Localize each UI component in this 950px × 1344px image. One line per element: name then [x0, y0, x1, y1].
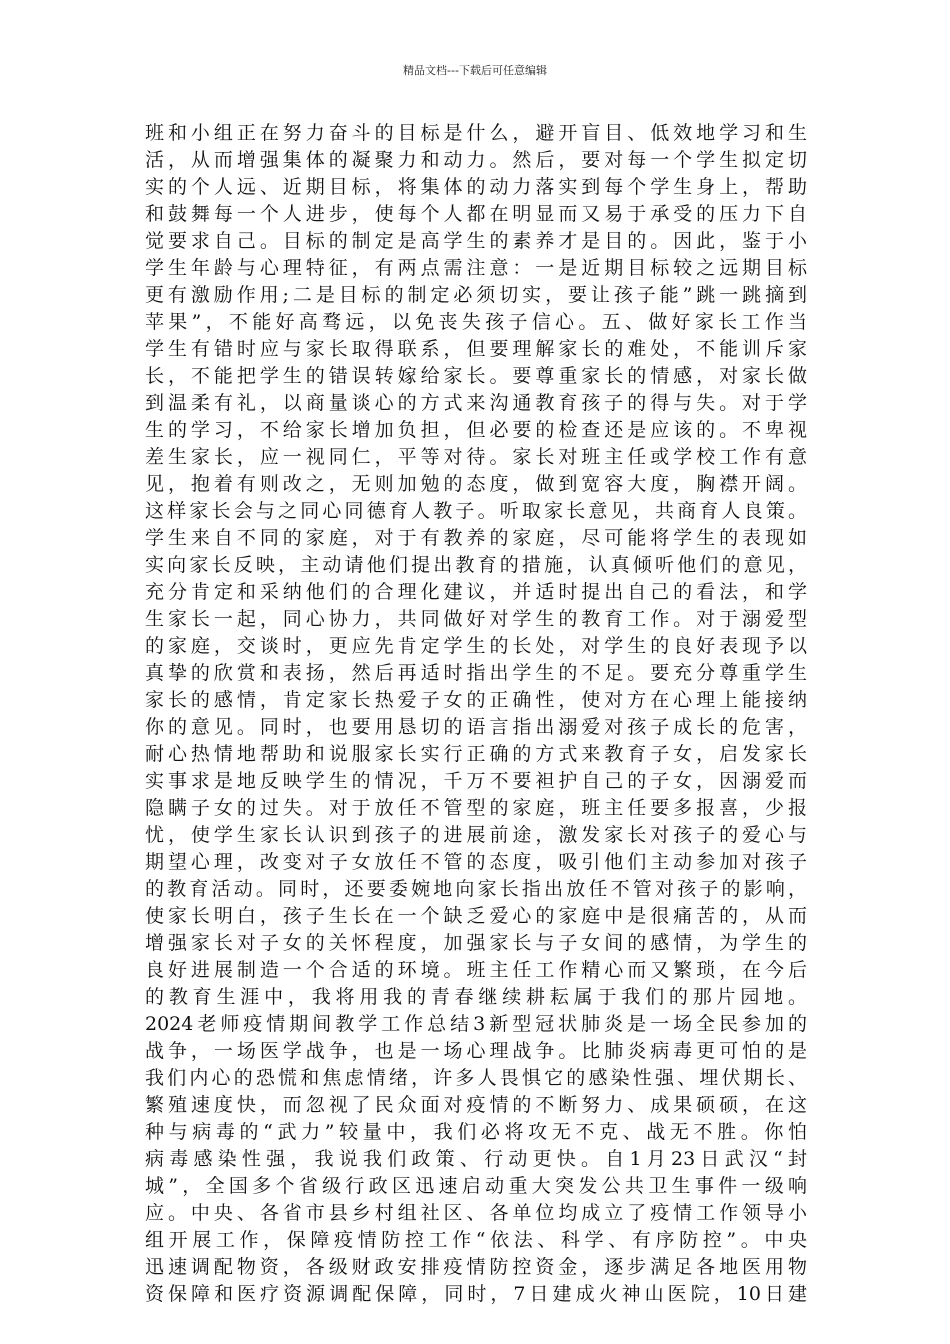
- text-line: 病毒感染性强，我说我们政策、行动更快。自1月23日武汉“封: [145, 1148, 807, 1170]
- text-line: 到温柔有礼，以商量谈心的方式来沟通教育孩子的得与失。对于学: [145, 392, 807, 414]
- text-line: 使家长明白，孩子生长在一个缺乏爱心的家庭中是很痛苦的，从而: [145, 905, 807, 927]
- text-line: 你的意见。同时，也要用恳切的语言指出溺爱对孩子成长的危害，: [145, 716, 807, 738]
- text-line: 良好进展制造一个合适的环境。班主任工作精心而又繁琐，在今后: [145, 959, 807, 981]
- text-line: 学生有错时应与家长取得联系，但要理解家长的难处，不能训斥家: [145, 338, 807, 360]
- text-line: 真挚的欣赏和表扬，然后再适时指出学生的不足。要充分尊重学生: [145, 662, 807, 684]
- text-line: 繁殖速度快，而忽视了民众面对疫情的不断努力、成果硕硕，在这: [145, 1094, 807, 1116]
- text-line: 这样家长会与之同心同德育人教子。听取家长意见，共商育人良策。: [145, 500, 807, 522]
- text-line: 期望心理，改变对子女放任不管的态度，吸引他们主动参加对孩子: [145, 851, 807, 873]
- text-line: 战争，一场医学战争，也是一场心理战争。比肺炎病毒更可怕的是: [145, 1040, 807, 1062]
- text-line: 应。中央、各省市县乡村组社区、各单位均成立了疫情工作领导小: [145, 1202, 807, 1224]
- text-line: 的教育生涯中，我将用我的青春继续耕耘属于我们的那片园地。: [145, 986, 807, 1008]
- text-line: 的教育活动。同时，还要委婉地向家长指出放任不管对孩子的影响，: [145, 878, 807, 900]
- text-line: 忧，使学生家长认识到孩子的进展前途，激发家长对孩子的爱心与: [145, 824, 807, 846]
- text-line: 长，不能把学生的错误转嫁给家长。要尊重家长的情感，对家长做: [145, 365, 807, 387]
- text-line: 种与病毒的“武力”较量中，我们必将攻无不克、战无不胜。你怕: [145, 1121, 807, 1143]
- text-line: 生家长一起，同心协力，共同做好对学生的教育工作。对于溺爱型: [145, 608, 807, 630]
- text-line: 组开展工作，保障疫情防控工作“依法、科学、有序防控”。中央: [145, 1229, 807, 1251]
- text-line: 我们内心的恐慌和焦虑情绪，许多人畏惧它的感染性强、埋伏期长、: [145, 1067, 807, 1089]
- text-line: 充分肯定和采纳他们的合理化建议，并适时提出自己的看法，和学: [145, 581, 807, 603]
- text-line: 迅速调配物资，各级财政安排疫情防控资金，逐步满足各地医用物: [145, 1256, 807, 1278]
- text-line: 实向家长反映，主动请他们提出教育的措施，认真倾听他们的意见，: [145, 554, 807, 576]
- text-line: 觉要求自己。目标的制定是高学生的素养才是目的。因此，鉴于小: [145, 230, 807, 252]
- text-line: 差生家长，应一视同仁，平等对待。家长对班主任或学校工作有意: [145, 446, 807, 468]
- text-line: 资保障和医疗资源调配保障，同时，7日建成火神山医院，10日建: [145, 1283, 807, 1305]
- text-line: 城”，全国多个省级行政区迅速启动重大突发公共卫生事件一级响: [145, 1175, 807, 1197]
- text-line: 增强家长对子女的关怀程度，加强家长与子女间的感情，为学生的: [145, 932, 807, 954]
- text-line: 的家庭，交谈时，更应先肯定学生的长处，对学生的良好表现予以: [145, 635, 807, 657]
- text-line: 见，抱着有则改之，无则加勉的态度，做到宽容大度，胸襟开阔。: [145, 473, 807, 495]
- text-line: 实的个人远、近期目标，将集体的动力落实到每个学生身上，帮助: [145, 176, 807, 198]
- text-line: 活，从而增强集体的凝聚力和动力。然后，要对每一个学生拟定切: [145, 149, 807, 171]
- text-line: 班和小组正在努力奋斗的目标是什么，避开盲目、低效地学习和生: [145, 122, 807, 144]
- text-line: 和鼓舞每一个人进步，使每个人都在明显而又易于承受的压力下自: [145, 203, 807, 225]
- text-line: 耐心热情地帮助和说服家长实行正确的方式来教育子女，启发家长: [145, 743, 807, 765]
- text-line: 家长的感情，肯定家长热爱子女的正确性，使对方在心理上能接纳: [145, 689, 807, 711]
- document-body: [145, 120, 807, 1308]
- text-line: 隐瞒子女的过失。对于放任不管型的家庭，班主任要多报喜，少报: [145, 797, 807, 819]
- text-line: 学生来自不同的家庭，对于有教养的家庭，尽可能将学生的表现如: [145, 527, 807, 549]
- text-line: 更有激励作用;二是目标的制定必须切实，要让孩子能”跳一跳摘到: [145, 284, 807, 306]
- text-line: 实事求是地反映学生的情况，千万不要袒护自己的子女，因溺爱而: [145, 770, 807, 792]
- text-line: 生的学习，不给家长增加负担，但必要的检查还是应该的。不卑视: [145, 419, 807, 441]
- text-line: 2024老师疫情期间教学工作总结3新型冠状肺炎是一场全民参加的: [145, 1013, 807, 1035]
- text-line: 学生年龄与心理特征，有两点需注意：一是近期目标较之远期目标: [145, 257, 807, 279]
- text-line: 苹果”，不能好高骛远，以免丧失孩子信心。五、做好家长工作当: [145, 311, 807, 333]
- page-header: 精品文档---下载后可任意编辑: [403, 64, 547, 77]
